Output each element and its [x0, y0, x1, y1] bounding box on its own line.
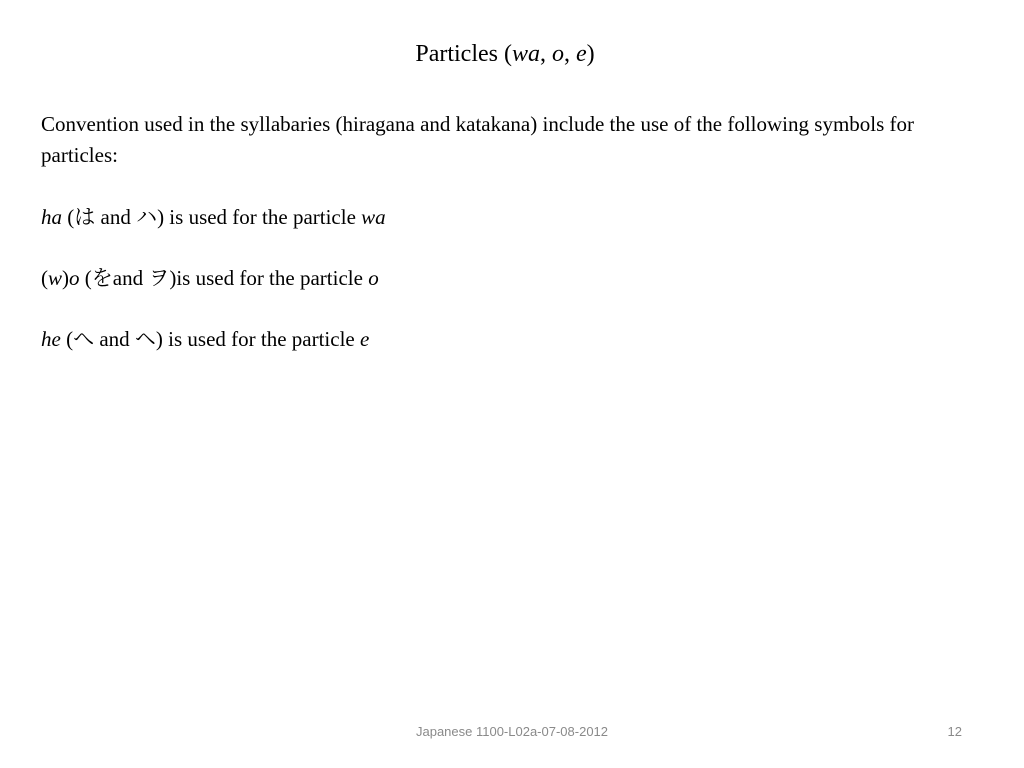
rule-wo-particle: o — [368, 266, 379, 290]
title-wa: wa — [511, 41, 540, 67]
title-prefix: Particles ( — [415, 41, 512, 67]
title-sep-1: , — [540, 41, 552, 67]
rule-he-term: he — [41, 327, 61, 351]
rule-he — [41, 324, 991, 355]
slide-number: 12 — [947, 724, 962, 739]
rule-wo-open: ( — [41, 266, 48, 290]
rule-wo-o: o — [69, 266, 80, 290]
rule-ha-text: (は and ハ) is used for the particle — [62, 205, 362, 229]
rule-wo-w: w — [48, 266, 63, 290]
title-suffix: ) — [586, 41, 595, 67]
title-e: e — [576, 41, 587, 67]
slide-title — [0, 38, 1010, 70]
rule-wo-text: (をand ヲ)is used for the particle — [79, 266, 369, 290]
rule-wo-close: ) — [62, 266, 70, 290]
title-o: o — [552, 41, 564, 67]
rule-ha — [41, 202, 991, 233]
intro-paragraph: Convention used in the syllabaries (hiragana and katakana) include the use of the following symbols for particles: — [41, 112, 915, 167]
rule-wo — [41, 263, 991, 294]
title-sep-2: , — [564, 41, 576, 67]
rule-he-particle: e — [360, 327, 370, 351]
rule-he-text: (へ and ヘ) is used for the particle — [60, 327, 360, 351]
rule-ha-particle: wa — [361, 205, 386, 229]
footer-label: Japanese 1100-L02a-07-08-2012 — [415, 724, 609, 739]
slide-body — [41, 109, 991, 385]
rule-ha-term: ha — [41, 205, 62, 229]
